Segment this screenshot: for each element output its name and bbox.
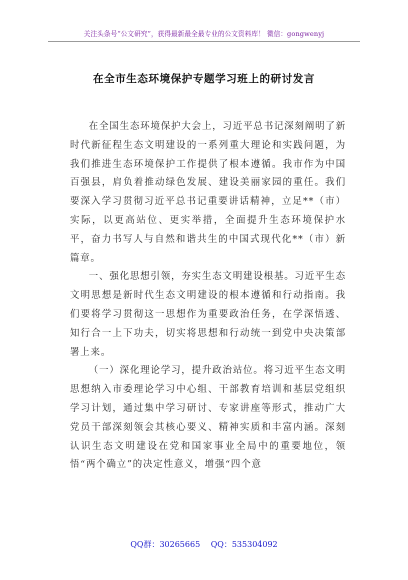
paragraph-section-one: 一、强化思想引领，夯实生态文明建设根基。习近平生态文明思想是新时代生态文明建设的根本遵循和行动指南。我们要将学习贯彻这一思想作为重要政治任务，在学深悟透、知行合一上下功夫，切实将思想和行动统一到党中央决策部署上来。 xyxy=(70,271,346,358)
paragraph-intro: 在全国生态环境保护大会上，习近平总书记深刻阐明了新时代新征程生态文明建设的一系列重大理论和实践问题，为我们推进生态环境保护工作提供了根本遵循。我市作为中国百强县，肩负着推动绿色发展、建设美丽家园的重任。我们要深入学习贯彻习近平总书记重要讲话精神，立足**（市）实际，以更高站位、更实举措，全面提升生态环境保护水平，奋力书写人与自然和谐共生的中国式现代化**（市）新篇章。 xyxy=(70,121,346,264)
document-title: 在全市生态环境保护专题学习班上的研讨发言 xyxy=(93,73,315,85)
header-note: 关注头条号“公文研究”，获得最新最全最专业的公文资料库！ 微信：gongwenyj xyxy=(83,30,325,38)
footer-qq: QQ：535304092 xyxy=(210,540,278,549)
paragraph-subsection-one: （一）深化理论学习，提升政治站位。将习近平生态文明思想纳入市委理论学习中心组、干部教育培训和基层党组织学习计划，通过集中学习研讨、专家讲座等形式，推动广大党员干部深刻领会其核心要义、精神实质和丰富内涵。深刻认识生态文明建设在党和国家事业全局中的重要地位，领悟“两个确立”的决定性意义，增强“四个意 xyxy=(70,365,346,471)
document-body xyxy=(70,118,346,475)
header-divider xyxy=(48,41,360,42)
footer-contact xyxy=(0,539,408,550)
footer-qq-group: QQ群：30265665 xyxy=(130,540,201,549)
